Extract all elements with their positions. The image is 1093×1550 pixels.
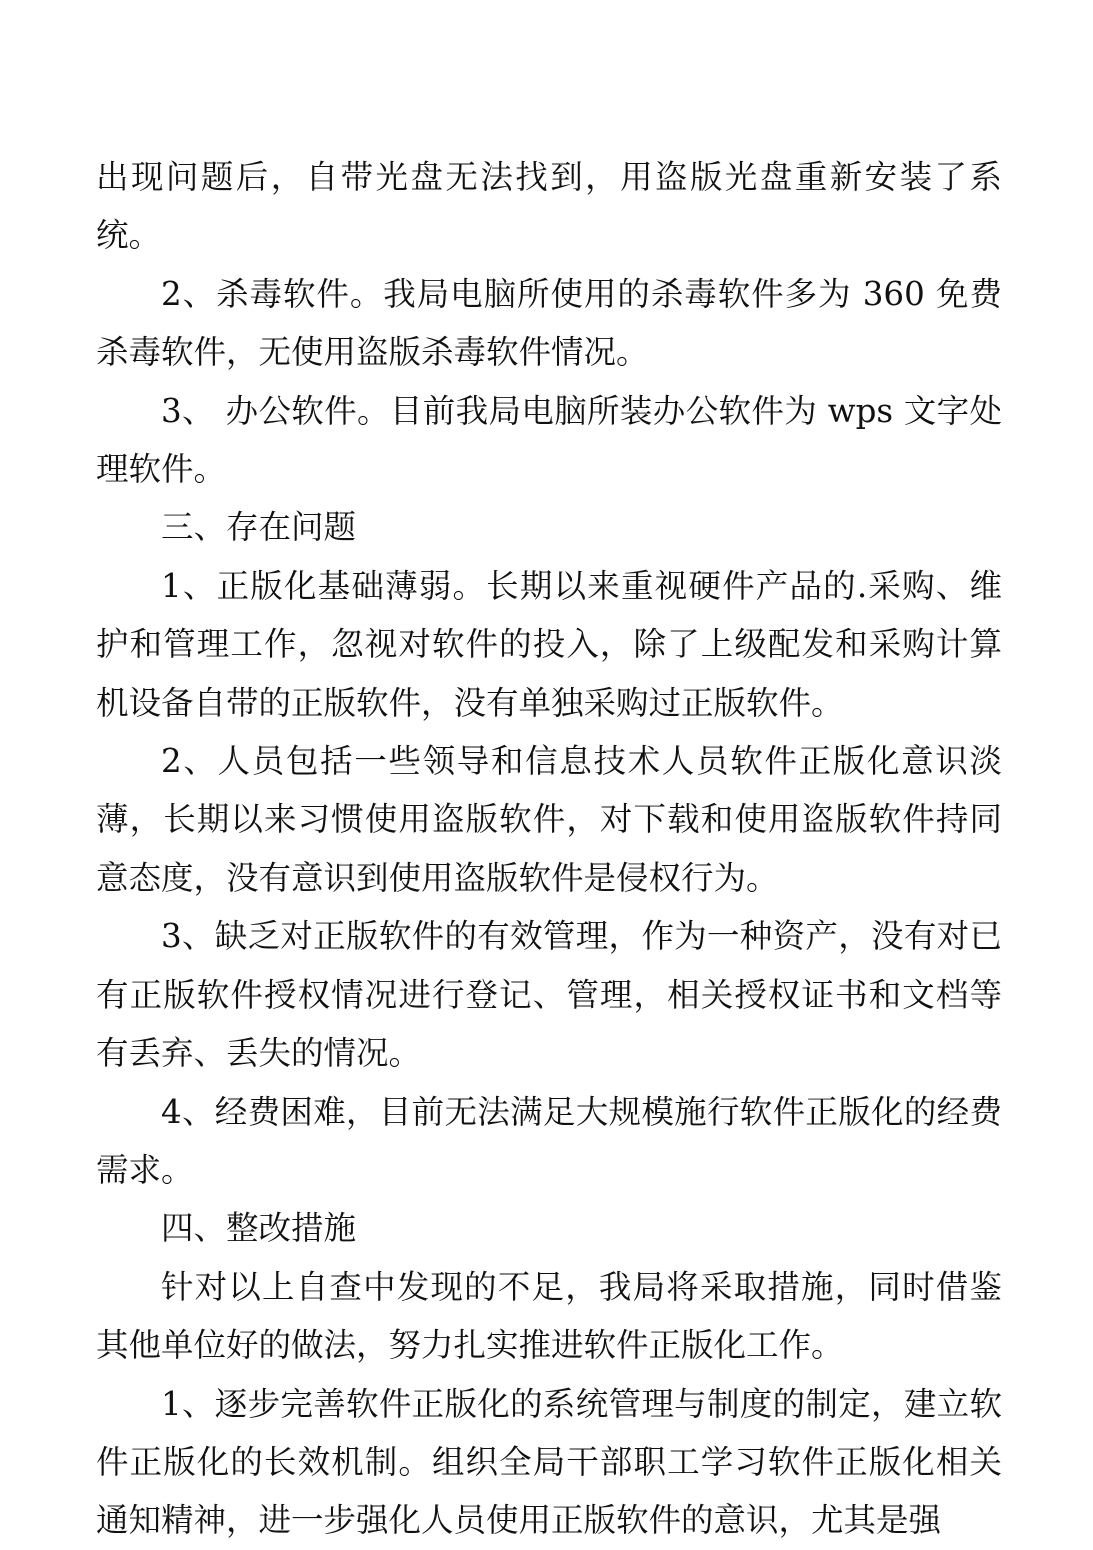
paragraph-problem-1: 1、正版化基础薄弱。长期以来重视硬件产品的.采购、维护和管理工作，忽视对软件的投入，除了上级配发和采购计算机设备自带的正版软件，没有单独采购过正版软件。 xyxy=(96,566,1002,722)
paragraph-office-software: 3、 办公软件。目前我局电脑所装办公软件为 wps 文字处理软件。 xyxy=(96,391,1002,489)
paragraph-continuation: 出现问题后，自带光盘无法找到，用盗版光盘重新安装了系统。 xyxy=(96,158,1002,255)
document-page xyxy=(96,148,1002,1550)
section-heading-problems: 三、存在问题 xyxy=(161,508,357,547)
paragraph-measure-1: 1、逐步完善软件正版化的系统管理与制度的制定，建立软件正版化的长效机制。组织全局干部职工学习软件正版化相关通知精神，进一步强化人员使用正版软件的意识，尤其是强 xyxy=(96,1384,1002,1540)
paragraph-antivirus-software: 2、杀毒软件。我局电脑所使用的杀毒软件多为 360 免费杀毒软件，无使用盗版杀毒软件情况。 xyxy=(96,274,1002,372)
section-heading-measures: 四、整改措施 xyxy=(161,1209,357,1248)
paragraph-measures-intro: 针对以上自查中发现的不足，我局将采取措施，同时借鉴其他单位好的做法，努力扎实推进软件正版化工作。 xyxy=(96,1267,1002,1365)
paragraph-problem-4: 4、经费困难，目前无法满足大规模施行软件正版化的经费需求。 xyxy=(96,1092,1002,1189)
paragraph-problem-2: 2、人员包括一些领导和信息技术人员软件正版化意识淡薄，长期以来习惯使用盗版软件，对下载和使用盗版软件持同意态度，没有意识到使用盗版软件是侵权行为。 xyxy=(96,742,1002,897)
paragraph-problem-3: 3、缺乏对正版软件的有效管理，作为一种资产，没有对已有正版软件授权情况进行登记、管理，相关授权证书和文档等有丢弃、丢失的情况。 xyxy=(96,917,1002,1073)
